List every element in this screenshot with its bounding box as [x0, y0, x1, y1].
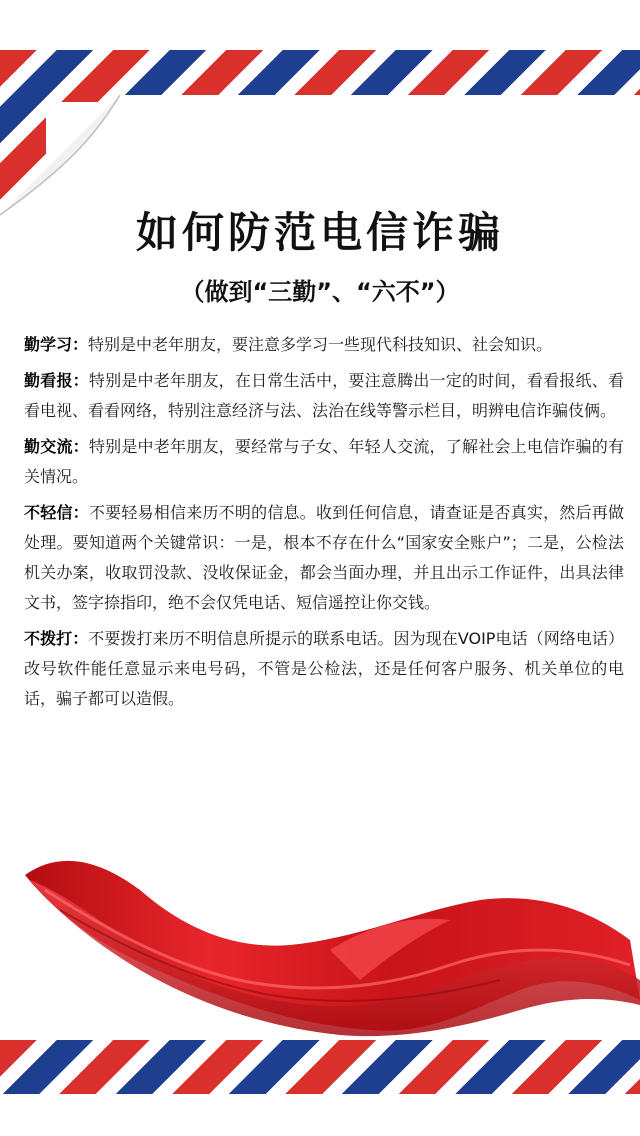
- tip-read-news: [24, 366, 624, 426]
- page-title: 如何防范电信诈骗: [135, 208, 504, 257]
- tips-list: [24, 330, 624, 720]
- tip-label: 勤看报：: [24, 371, 89, 390]
- red-ribbon-icon: [0, 830, 640, 1045]
- tip-label: 勤学习：: [24, 335, 89, 354]
- tip-text: 不要拨打来历不明信息所提示的联系电话。因为现在VOIP电话（网络电话）改号软件能任意显示来电号码，不管是公检法，还是任何客户服务、机关单位的电话，骗子都可以造假。: [24, 629, 624, 708]
- tip-study: [24, 330, 624, 360]
- tip-communicate: [24, 432, 624, 492]
- airmail-border-bottom: [0, 1040, 640, 1094]
- airmail-border-top: [0, 50, 640, 102]
- tip-do-not-believe: [24, 498, 624, 618]
- tip-text: 特别是中老年朋友，在日常生活中，要注意腾出一定的时间，看看报纸、看看电视、看看网络，特别注意经济与法、法治在线等警示栏目，明辨电信诈骗伎俩。: [24, 371, 624, 420]
- tip-label: 不拨打：: [24, 629, 89, 648]
- tip-label: 勤交流：: [24, 437, 89, 456]
- page-subtitle: （做到“三勤”、“六不”）: [180, 278, 460, 306]
- tip-do-not-call: [24, 624, 624, 714]
- tip-label: 不轻信：: [24, 503, 89, 522]
- tip-text: 特别是中老年朋友，要注意多学习一些现代科技知识、社会知识。: [88, 335, 553, 354]
- tip-text: 特别是中老年朋友，要经常与子女、年轻人交流，了解社会上电信诈骗的有关情况。: [24, 437, 624, 486]
- tip-text: 不要轻易相信来历不明的信息。收到任何信息，请查证是否真实，然后再做处理。要知道两个关键常识：一是，根本不存在什么“国家安全账户”；二是，公检法机关办案，收取罚没款、没收保证金，都会当面办理，并且出示工作证件，出具法律文书，签字捺指印，绝不会仅凭电话、短信遥控让你交钱。: [24, 503, 624, 612]
